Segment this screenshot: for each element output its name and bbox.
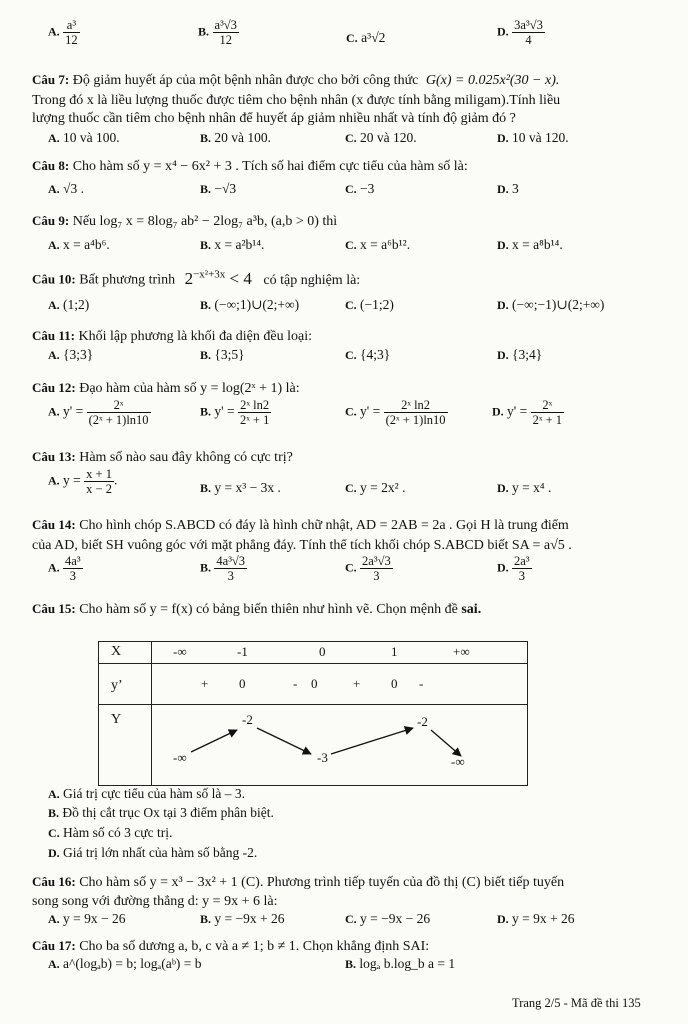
- q7-option-a: A. 10 và 100.: [48, 130, 120, 145]
- q10-option-d: D. (−∞;−1)∪(2;+∞): [497, 297, 605, 312]
- q14-stem-line2: của AD, biết SH vuông góc với mặt phẳng đáy. Tính thể tích khối chóp S.ABCD biết SA = a√5 .: [32, 538, 572, 553]
- fraction: $\frac{\text{2a³}}{3}$: [514, 554, 530, 583]
- sign: 0: [391, 676, 398, 691]
- q10-stem: Câu 10: Bất phương trình $2^{-x^2+3x} < 4$ có tập nghiệm là:: [32, 268, 361, 288]
- q11-option-b: B. {3;5}: [200, 347, 245, 362]
- x-value: 1: [391, 644, 398, 659]
- y-value: -∞: [173, 750, 187, 765]
- q9-option-a: A. x = a⁴b⁶.: [48, 237, 110, 252]
- q16-stem-line2: song song với đường thẳng d: y = 9x + 6 là:: [32, 894, 278, 909]
- q6-option-c: C. a³√2: [346, 30, 386, 45]
- fraction: $\frac{x + 1}{x - 2}$: [86, 467, 112, 496]
- row-label-x: X: [111, 644, 122, 659]
- fraction: $\frac{\text{2a³√3}}{3}$: [362, 554, 391, 583]
- x-value: -1: [237, 644, 248, 659]
- option-label: D.: [497, 24, 509, 39]
- q16-option-b: B. y = −9x + 26: [200, 911, 285, 926]
- row-label-y-prime: y’: [111, 678, 123, 693]
- q13-option-d: D. y = x⁴ .: [497, 480, 552, 495]
- q12-stem: Câu 12: Đạo hàm của hàm số y = log(2ˣ + 1) là:: [32, 380, 300, 396]
- q17-option-b: B. logₐ b.log_b a = 1: [345, 956, 456, 971]
- q15-option-d: D. Giá trị lớn nhất của hàm số bằng -2.: [48, 845, 258, 860]
- arrow-up: [331, 728, 413, 754]
- q14-option-c: C. $\frac{\text{2a³√3}}{3}$: [345, 554, 391, 583]
- x-value: 0: [319, 644, 326, 659]
- question-number: Câu 14:: [32, 517, 76, 532]
- q13-stem: Câu 13: Hàm số nào sau đây không có cực trị?: [32, 449, 293, 465]
- q15-option-b: B. Đồ thị cắt trục Ox tại 3 điểm phân biệt.: [48, 805, 274, 820]
- question-number: Câu 16:: [32, 874, 76, 889]
- q11-option-a: A. {3;3}: [48, 347, 94, 362]
- q12-option-b: B. y' = $\frac{\text{2ˣ ln2}}{\text{2ˣ + 1}}$: [200, 398, 270, 427]
- fraction: $\frac{\text{a³}}{12}$: [65, 18, 78, 47]
- sign: +: [201, 676, 209, 691]
- inequality: $2^{-x^2+3x} < 4$: [184, 268, 252, 288]
- q8-option-b: B. −√3: [200, 181, 237, 196]
- q8-option-a: A. √3 .: [48, 181, 84, 196]
- q7-stem-line2: Trong đó x là liều lượng thuốc được tiêm cho bệnh nhân (x được tính bằng miligam).Tính liều: [32, 93, 561, 108]
- q6-option-a: [48, 18, 80, 47]
- q17-stem: Câu 17: Cho ba số dương a, b, c và a ≠ 1; b ≠ 1. Chọn khẳng định SAI:: [32, 938, 430, 954]
- q16-stem-line1: Câu 16: Cho hàm số y = x³ − 3x² + 1 (C). Phương trình tiếp tuyến của đồ thị (C) biết tiếp tuyến: [32, 874, 565, 890]
- sign: +: [353, 676, 361, 691]
- question-number: Câu 15:: [32, 601, 76, 616]
- q11-option-c: C. {4;3}: [345, 347, 391, 362]
- q6-option-b: [198, 18, 239, 47]
- variation-arrows: [99, 642, 527, 785]
- fraction: $\frac{\text{3a³√3}}{4}$: [514, 18, 543, 47]
- q8-option-c: C. −3: [345, 181, 375, 196]
- q9-stem: Câu 9: Nếu log₇ x = 8log₇ ab² − 2log₇ a³b, (a,b > 0) thì: [32, 213, 338, 229]
- row-label-y: Y: [111, 712, 122, 727]
- q7-stem-line3: lượng thuốc cần tiêm cho bệnh nhân để huyết áp giảm nhiều nhất và tính độ giảm đó ?: [32, 111, 516, 126]
- q12-option-d: D. y' = $\frac{\text{2ˣ}}{\text{2ˣ + 1}}$: [492, 398, 563, 427]
- q13-option-b: B. y = x³ − 3x .: [200, 480, 281, 495]
- fraction: $\frac{\text{2ˣ}}{\text{(2ˣ + 1)ln10}}$: [88, 398, 149, 427]
- question-number: Câu 17:: [32, 938, 76, 953]
- sign: -: [293, 676, 298, 691]
- arrow-down: [431, 730, 461, 756]
- q7-option-d: D. 10 và 120.: [497, 130, 569, 145]
- sign: -: [419, 676, 424, 691]
- variation-table: [98, 641, 528, 786]
- fraction: $\frac{\text{2ˣ}}{\text{2ˣ + 1}}$: [532, 398, 563, 427]
- q8-option-d: D. 3: [497, 181, 519, 196]
- q15-option-c: C. Hàm số có 3 cực trị.: [48, 825, 173, 840]
- question-number: Câu 13:: [32, 449, 76, 464]
- page-footer: Trang 2/5 - Mã đề thi 135: [512, 996, 641, 1010]
- q14-option-b: B. $\frac{\text{4a³√3}}{3}$: [200, 554, 246, 583]
- question-number: Câu 8:: [32, 158, 70, 173]
- fraction: $\frac{\text{2ˣ ln2}}{\text{2ˣ + 1}}$: [239, 398, 270, 427]
- q16-option-d: D. y = 9x + 26: [497, 911, 575, 926]
- question-number: Câu 9:: [32, 213, 70, 228]
- q10-option-c: C. (−1;2): [345, 297, 394, 312]
- q12-option-a: A. y' = $\frac{\text{2ˣ}}{\text{(2ˣ + 1)ln10}}$: [48, 398, 149, 427]
- x-value: -∞: [173, 644, 187, 659]
- q14-stem-line1: Câu 14: Cho hình chóp S.ABCD có đáy là hình chữ nhật, AD = 2AB = 2a . Gọi H là trung điểm: [32, 517, 569, 533]
- q7-option-b: B. 20 và 100.: [200, 130, 272, 145]
- arrow-up: [191, 730, 237, 752]
- q9-option-d: D. x = a⁸b¹⁴.: [497, 237, 563, 252]
- q15-stem: Câu 15: Cho hàm số y = f(x) có bảng biến thiên như hình vẽ. Chọn mệnh đề sai.: [32, 601, 482, 617]
- option-label: C.: [346, 31, 358, 45]
- q7-stem-line1: Câu 7: Độ giảm huyết áp của một bệnh nhân được cho bởi công thức G(x) = 0.025x²(30 − x).: [32, 72, 560, 88]
- fraction: $\frac{\text{2ˣ ln2}}{\text{(2ˣ + 1)ln10}}$: [385, 398, 446, 427]
- option-label: A.: [48, 24, 60, 39]
- y-value: -2: [417, 714, 428, 729]
- fraction: $\frac{\text{4a³}}{3}$: [65, 554, 81, 583]
- q11-stem: Câu 11: Khối lập phương là khối đa diện đều loại:: [32, 328, 312, 344]
- q9-option-c: C. x = a⁶b¹².: [345, 237, 411, 252]
- q14-option-d: D. $\frac{\text{2a³}}{3}$: [497, 554, 530, 583]
- q8-stem: Câu 8: Cho hàm số y = x⁴ − 6x² + 3 . Tích số hai điểm cực tiểu của hàm số là:: [32, 158, 468, 174]
- fraction: $\frac{\text{a³√3}}{12}$: [214, 18, 237, 47]
- q13-option-c: C. y = 2x² .: [345, 480, 406, 495]
- q16-option-c: C. y = −9x − 26: [345, 911, 431, 926]
- option-label: B.: [198, 24, 210, 39]
- arrow-down: [257, 728, 311, 754]
- q14-option-a: A. $\frac{\text{4a³}}{3}$: [48, 554, 81, 583]
- x-value: +∞: [453, 644, 470, 659]
- q7-option-c: C. 20 và 120.: [345, 130, 417, 145]
- question-number: Câu 11:: [32, 328, 75, 343]
- fraction: $\frac{\text{4a³√3}}{3}$: [216, 554, 246, 583]
- q12-option-c: C. y' = $\frac{\text{2ˣ ln2}}{\text{(2ˣ + 1)ln10}}$: [345, 398, 446, 427]
- formula: G(x) = 0.025x²(30 − x).: [425, 73, 560, 88]
- q11-option-d: D. {3;4}: [497, 347, 543, 362]
- q15-option-a: A. Giá trị cực tiểu của hàm số là – 3.: [48, 786, 246, 801]
- sign: 0: [311, 676, 318, 691]
- q10-option-b: B. (−∞;1)∪(2;+∞): [200, 297, 300, 312]
- question-number: Câu 7:: [32, 72, 70, 87]
- q9-option-b: B. x = a²b¹⁴.: [200, 237, 265, 252]
- q16-option-a: A. y = 9x − 26: [48, 911, 126, 926]
- q13-option-a: A. y = $\frac{x + 1}{x - 2}$ .: [48, 467, 118, 496]
- y-value: -3: [317, 750, 328, 765]
- question-number: Câu 12:: [32, 380, 76, 395]
- q6-option-d: [497, 18, 545, 47]
- question-number: Câu 10:: [32, 271, 76, 287]
- y-value: -2: [242, 712, 253, 727]
- q10-option-a: A. (1;2): [48, 297, 90, 312]
- q17-option-a: A. a^(logₐb) = b; logₐ(aᵇ) = b: [48, 956, 202, 971]
- sign: 0: [239, 676, 246, 691]
- y-value: -∞: [451, 754, 465, 769]
